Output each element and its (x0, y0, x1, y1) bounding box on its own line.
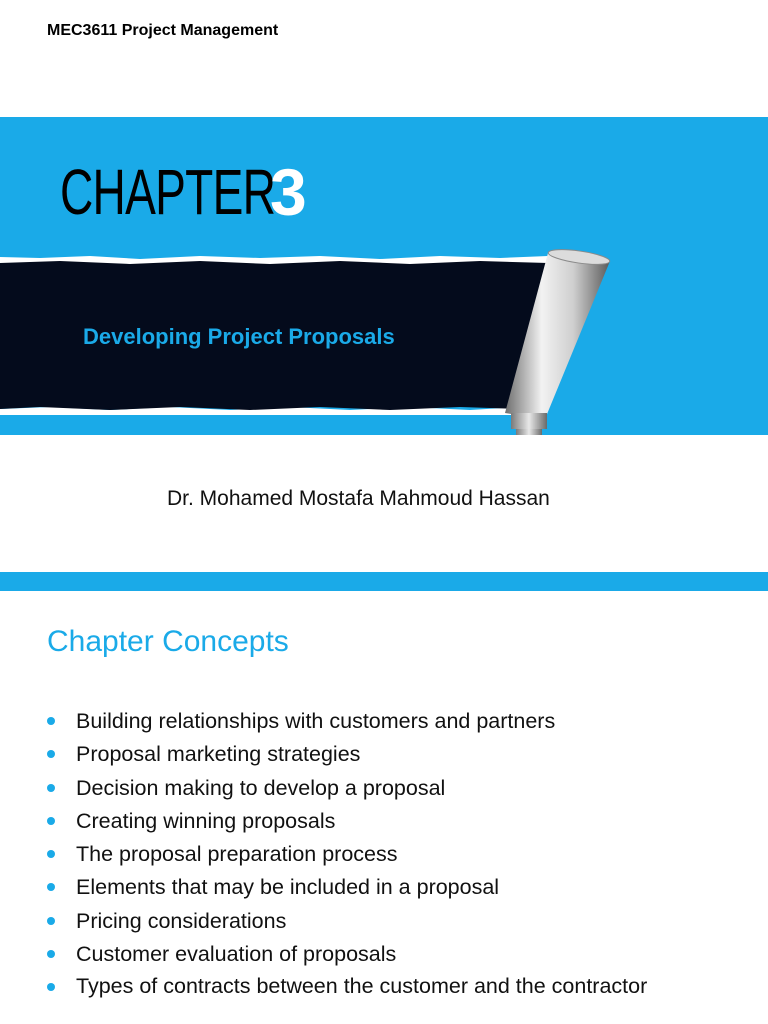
bullet-icon (47, 717, 55, 725)
bullet-icon (47, 850, 55, 858)
bullet-icon (47, 917, 55, 925)
course-header: MEC3611 Project Management (47, 22, 279, 39)
concept-list (47, 705, 687, 999)
bullet-icon (47, 784, 55, 792)
bullet-icon (47, 950, 55, 958)
slide-divider (0, 572, 768, 591)
list-item: Proposal marketing strategies (47, 738, 687, 771)
chapter-number: 3 (270, 155, 307, 229)
list-item: Building relationships with customers and partners (47, 705, 687, 738)
list-item: The proposal preparation process (47, 838, 687, 871)
list-item: Types of contracts between the customer and the contractor (47, 971, 687, 999)
list-item: Creating winning proposals (47, 805, 687, 838)
bullet-icon (47, 750, 55, 758)
chapter-word: CHAPTER (60, 156, 276, 228)
list-item: Customer evaluation of proposals (47, 938, 687, 971)
chapter-banner (0, 117, 768, 435)
torn-paper-strip (0, 117, 768, 435)
chapter-subtitle: Developing Project Proposals (83, 324, 395, 349)
concepts-title: Chapter Concepts (47, 625, 289, 658)
list-item: Pricing considerations (47, 905, 687, 938)
bullet-icon (47, 883, 55, 891)
bullet-icon (47, 817, 55, 825)
list-item: Elements that may be included in a proposal (47, 871, 687, 904)
bullet-icon (47, 983, 55, 991)
author-name: Dr. Mohamed Mostafa Mahmoud Hassan (167, 487, 550, 510)
list-item: Decision making to develop a proposal (47, 772, 687, 805)
